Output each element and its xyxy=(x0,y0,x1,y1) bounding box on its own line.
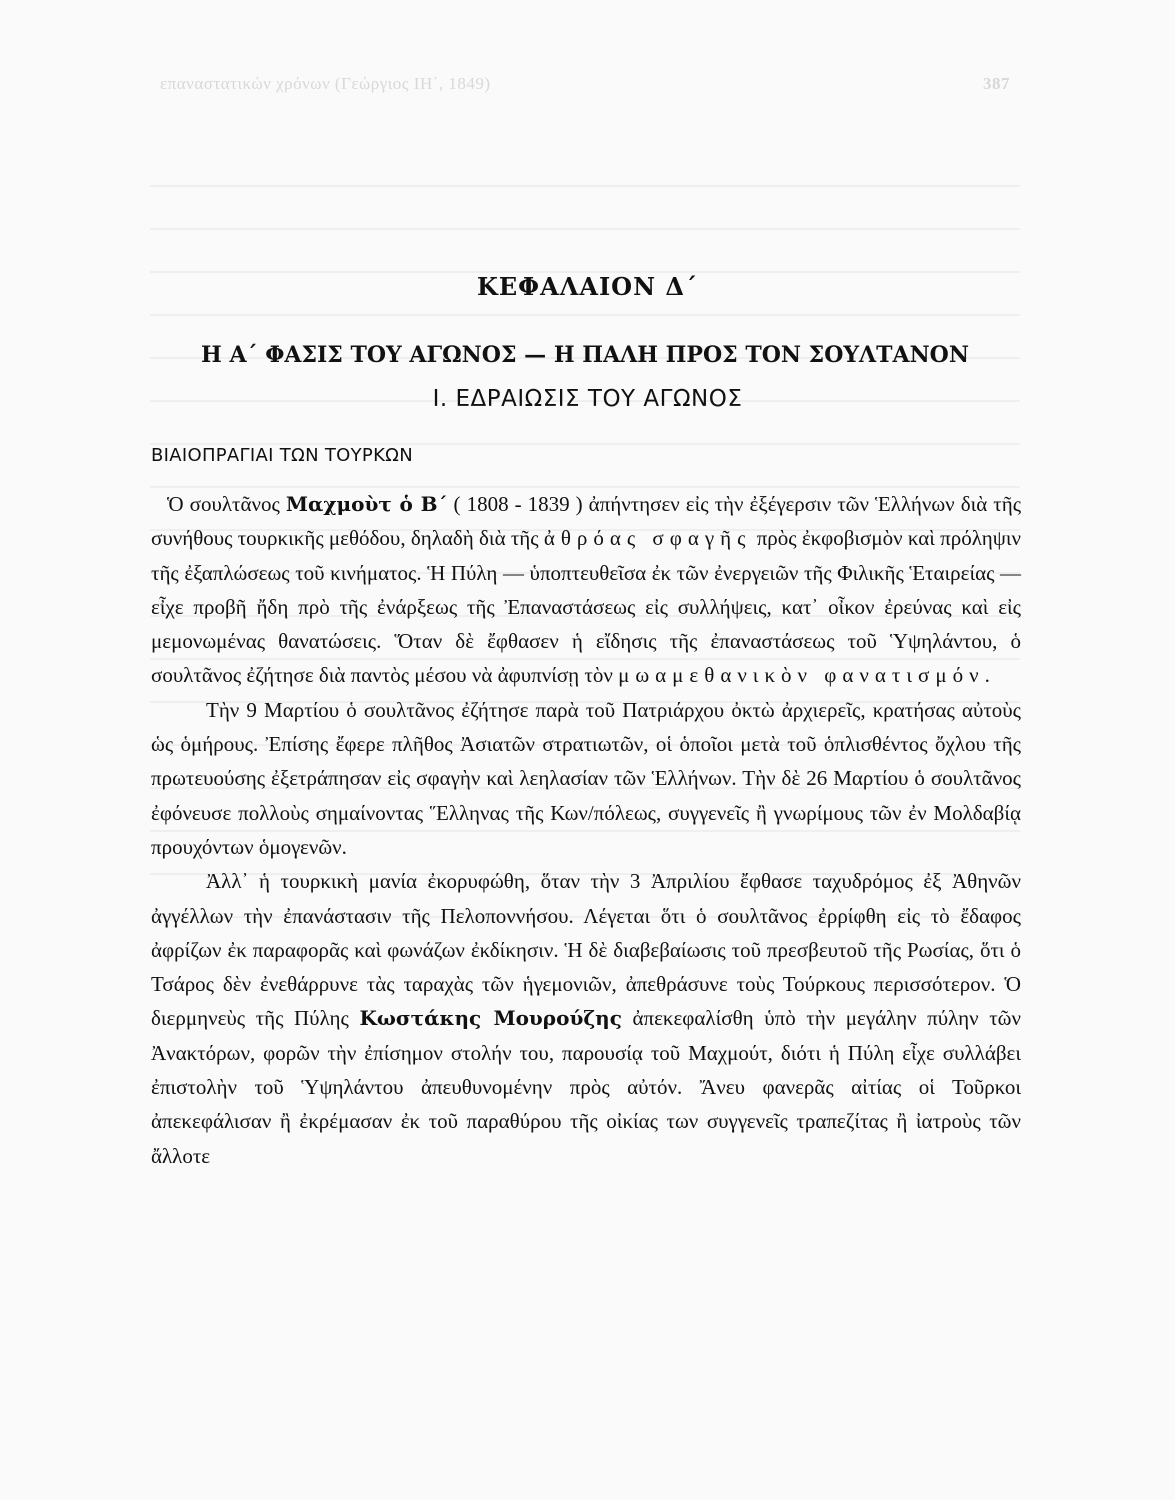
p3-text-a: Ἀλλ᾿ ἡ τουρκικὴ μανία ἐκορυφώθη, ὅταν τὴν 3 Ἀπριλίου ἔφθασε ταχυδρόμος ἐξ Ἀθηνῶν ἀγγέλλων τὴν ἐπανάστασιν τῆς Πελοποννήσου. Λέγεται ὅτι ὁ σουλτᾶνος ἐρρίφθη εἰς τὸ ἔδαφος ἀφρίζων ἐκ παραφορᾶς καὶ φωνάζων ἐκδίκησιν. Ἡ δὲ διαβεβαίωσις τοῦ πρεσβευτοῦ τῆς Ρωσίας, ὅτι ὁ Τσάρος δὲν ἐνεθάρρυνε τὰς ταραχὰς τῶν ἡγεμονιῶν, ἀπεθράσυνε τοὺς Τούρκους περισσότερον. Ὁ διερμηνεὺς τῆς Πύλης xyxy=(151,869,1021,1031)
bleed-through-header xyxy=(160,74,1010,94)
p1-text-e: πρὸς ἐκφοβισμὸν καὶ πρόληψιν τῆς ἐξαπλώσεως τοῦ κινήματος. Ἡ Πύλη — ὑποπτευθεῖσα ἐκ τῶν ἐνεργειῶν τῆς Φιλικῆς Ἑταιρείας — εἶχε προβῆ ἤδη πρὸ τῆς ἐνάρξεως τῆς Ἐπαναστάσεως εἰς συλλήψεις, κατ᾿ οἶκον ἐρεύνας καὶ εἰς μεμονωμένας θανατώσεις. Ὅταν δὲ ἔφθασεν ἡ εἴδησις τῆς ἐπαναστάσεως τοῦ Ὑψηλάντου, ὁ σουλτᾶνος ἐζήτησε διὰ παντὸς μέσου νὰ ἀφυπνίσῃ τὸν xyxy=(151,526,1022,688)
p1-spaced-emphasis-1: ἀθρόας σφαγῆς xyxy=(543,526,752,551)
p3-text-c: ἀπεκεφαλίσθη ὑπὸ τὴν μεγάλην πύλην τῶν Ἀνακτόρων, φορῶν τὴν ἐπίσημον στολήν του, παρουσίᾳ τοῦ Μαχμούτ, διότι ἡ Πύλη εἶχε συλλάβει ἐπιστολὴν τοῦ Ὑψηλάντου ἀπευθυνομένην πρὸς αὐτόν. Ἄνευ φανερᾶς αἰτίας οἱ Τοῦρκοι ἀπεκεφάλισαν ἢ ἐκρέμασαν ἐκ τοῦ παραθύρου τῆς οἰκίας των συγγενεῖς τραπεζίτας ἢ ἰατροὺς τῶν ἄλλοτε xyxy=(151,1006,1021,1168)
subheading: ΒΙΑΙΟΠΡΑΓΙΑΙ ΤΩΝ ΤΟΥΡΚΩΝ xyxy=(151,445,414,466)
paragraph-1 xyxy=(151,487,1021,693)
body-text xyxy=(151,487,1021,1173)
p1-text-c: ( 1808 - 1839 ) ἀπήντησεν εἰς τὴν ἐξέγερσιν τῶν Ἑλλήνων διὰ τῆς συνήθους τουρκικῆς μεθόδου, δηλαδὴ διὰ τῆς xyxy=(151,492,1022,551)
p1-spaced-emphasis-2: μωαμεθανικὸν φανατισμόν. xyxy=(618,663,996,688)
chapter-title: ΚΕΦΑΛΑΙΟΝ Δ΄ xyxy=(477,272,698,301)
p1-bold-name: Μαχμοὺτ ὁ Β΄ xyxy=(285,492,448,516)
paragraph-2: Τὴν 9 Μαρτίου ὁ σουλτᾶνος ἐζήτησε παρὰ τοῦ Πατριάρχου ὀκτὼ ἀρχιερεῖς, κρατήσας αὐτοὺς ὡς ὁμήρους. Ἐπίσης ἔφερε πλῆθος Ἀσιατῶν στρατιωτῶν, οἱ ὁποῖοι μετὰ τοῦ ὁπλισθέντος ὄχλου τῆς πρωτευούσης ἐξετράπησαν εἰς σφαγὴν καὶ λεηλασίαν τῶν Ἑλλήνων. Τὴν δὲ 26 Μαρτίου ὁ σουλτᾶνος ἐφόνευσε πολλοὺς σημαίνοντας Ἕλληνας τῆς Κων/πόλεως, συγγενεῖς ἢ γνωρίμους τῶν ἐν Μολδαβίᾳ προυχόντων ὁμογενῶν. xyxy=(151,697,1021,859)
running-header-text: επαναστατικών χρόνων (Γεώργιος ΙΗ΄, 1849) xyxy=(160,74,491,93)
part-title: Η Α΄ ΦΑΣΙΣ ΤΟΥ ΑΓΩΝΟΣ — Η ΠΑΛΗ ΠΡΟΣ ΤΟΝ ΣΟΥΛΤΑΝΟΝ xyxy=(201,342,969,368)
page-number: 387 xyxy=(983,74,1010,93)
section-title: Ι. ΕΔΡΑΙΩΣΙΣ ΤΟΥ ΑΓΩΝΟΣ xyxy=(432,386,743,412)
p1-text-a: Ὁ σουλτᾶνος xyxy=(167,492,286,516)
p3-bold-name: Κωστάκης Μουρούζης xyxy=(359,1006,622,1031)
paragraph-3 xyxy=(151,864,1021,1173)
